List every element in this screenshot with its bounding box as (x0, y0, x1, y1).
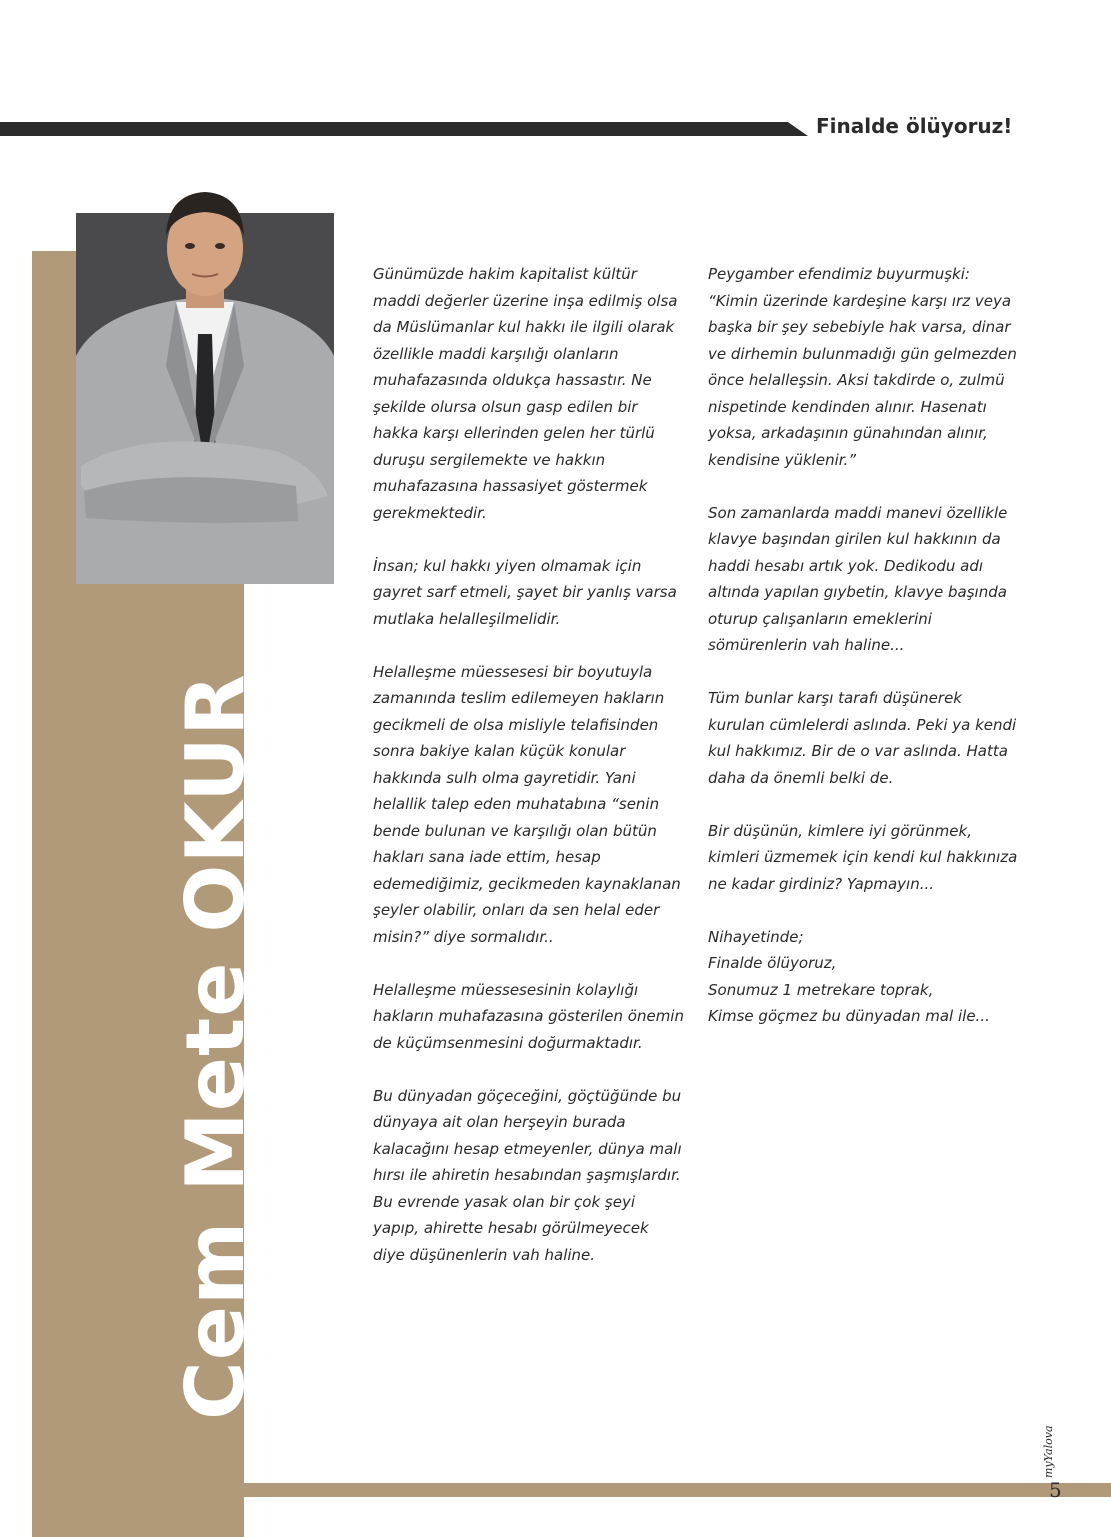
paragraph: Son zamanlarda maddi manevi özellikle klavye başından girilen kul hakkının da haddi hesabı artık yok. Dedikodu adı altında yapılan gıybetin, klavye başında oturup çalışanların emeklerini sömürenlerin vah haline... (708, 503, 1008, 654)
page-number: 5 (1049, 1478, 1062, 1502)
paragraph: Günümüzde hakim kapitalist kültür maddi değerler üzerine inşa edilmiş olsa da Müslümanlar kul hakkı ile ilgili olarak özellikle maddi karşılığı olanların muhafazasında oldukça hassastır. Ne şekilde olursa olsun gasp edilen bir hakka karşı ellerinden gelen her türlü duruşu sergilemekte ve hakkın muhafazasına hassasiyet göstermek gerekmektedir. (373, 265, 678, 522)
brand-text: myYalova (1042, 1425, 1055, 1478)
brand-logo (1042, 1425, 1066, 1478)
article-column-right (708, 261, 1018, 1030)
closing-verse (708, 924, 1018, 1030)
paragraph: Peygamber efendimiz buyurmuşki: “Kimin üzerinde kardeşine karşı ırz veya başka bir şey sebebiyle hak varsa, dinar ve dirhemin bulunmadığı gün gelmezden önce helalleşsin. Aksi takdirde o, zulmü nispetinde kendinden alınır. Hasenatı yoksa, arkadaşının günahından alınır, kendisine yüklenir.” (708, 265, 1017, 469)
page-title: Finalde ölüyoruz! (816, 114, 1013, 138)
verse-line: Kimse göçmez bu dünyadan mal ile... (708, 1007, 990, 1025)
verse-line: Sonumuz 1 metrekare toprak, (708, 980, 934, 999)
footer-bar (244, 1483, 1111, 1497)
verse-line: Nihayetinde; (708, 927, 804, 946)
paragraph: Helalleşme müessesesi bir boyutuyla zamanında teslim edilemeyen hakların gecikmeli de olsa misliyle telafisinden sonra bakiye kalan küçük konular hakkında sulh olma gayretidir. Yani helallik talep eden muhatabına “senin bende bulunan ve karşılığı olan bütün hakları sana iade ettim, hesap edemediğimiz, gecikmeden kaynaklanan şeyler olabilir, onları da sen helal eder misin?” diye sormalıdır.. (373, 662, 681, 946)
paragraph: Tüm bunlar karşı tarafı düşünerek kurulan cümlelerdi aslında. Peki ya kendi kul hakkımız. Bir de o var aslında. Hatta daha da önemli belki de. (708, 689, 1017, 787)
article-column-left (373, 261, 685, 1295)
author-name: Cem Mete OKUR (169, 673, 262, 1420)
paragraph: Helalleşme müessesesinin kolaylığı hakların muhafazasına gösterilen önemin de küçümsenmesini doğurmaktadır. (373, 980, 684, 1052)
header-bar (0, 122, 808, 136)
verse-line: Finalde ölüyoruz, (708, 954, 837, 972)
paragraph: Bu dünyadan göçeceğini, göçtüğünde bu dünyaya ait olan herşeyin burada kalacağını hesap etmeyenler, dünya malı hırsı ile ahiretin hesabından şaşmışlardır. Bu evrende yasak olan bir çok şeyi yapıp, ahirette hesabı görülmeyecek diye düşünenlerin vah haline. (373, 1086, 682, 1264)
paragraph: Bir düşünün, kimlere iyi görünmek, kimleri üzmemek için kendi kul hakkınıza ne kadar girdiniz? Yapmayın... (708, 821, 1018, 893)
paragraph: İnsan; kul hakkı yiyen olmamak için gayret sarf etmeli, şayet bir yanlış varsa mutlaka helalleşilmelidir. (373, 556, 677, 628)
author-photo (76, 166, 334, 584)
